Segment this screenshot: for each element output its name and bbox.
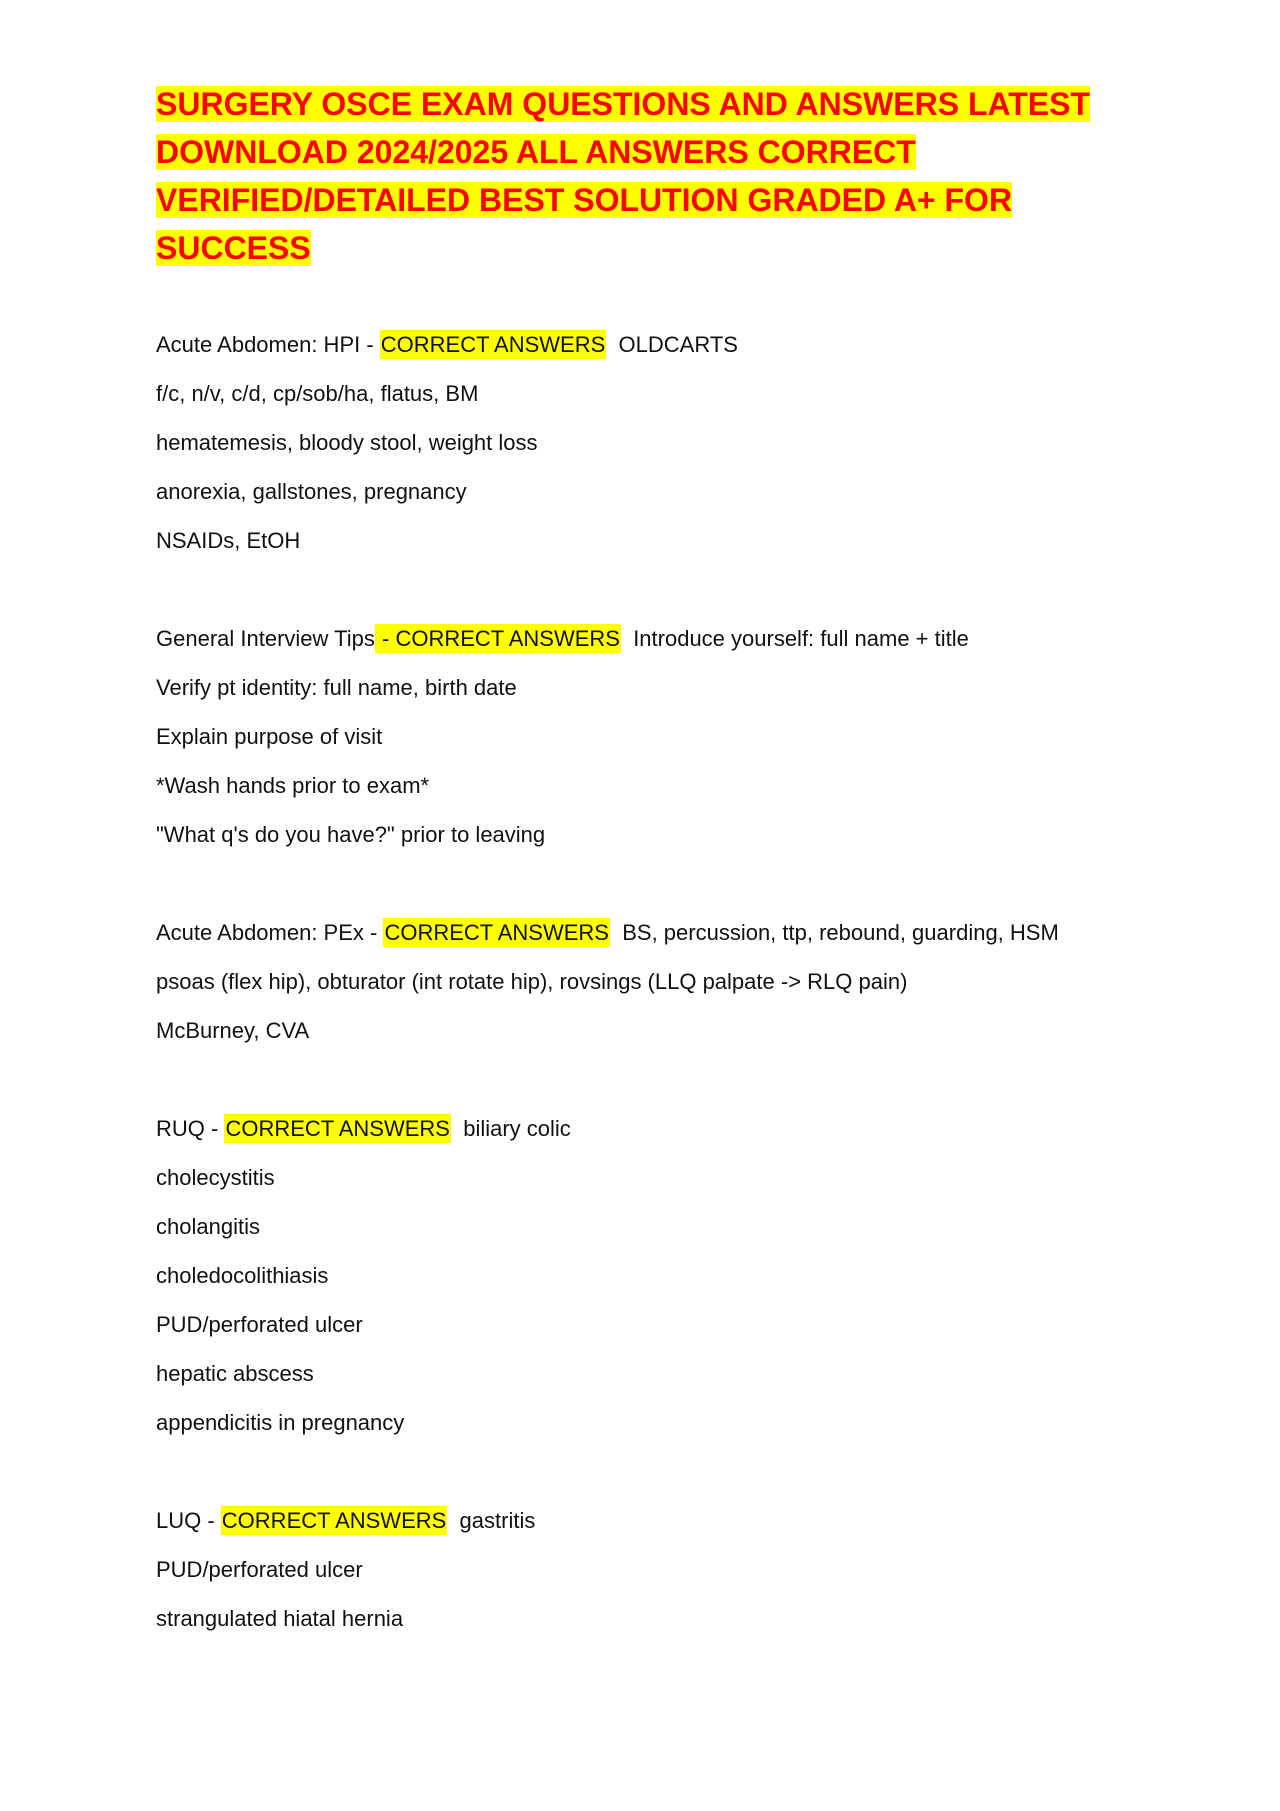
answer-text: biliary colic [463, 1116, 571, 1141]
answer-text: BS, percussion, ttp, rebound, guarding, HSM [622, 920, 1059, 945]
answer-separator: - [375, 626, 396, 651]
question-text: LUQ - [156, 1508, 221, 1533]
document-content [156, 80, 1096, 1643]
answer-marker: CORRECT ANSWERS [225, 1116, 450, 1141]
answer-line: "What q's do you have?" prior to leaving [156, 822, 546, 847]
answer-line: cholangitis [156, 1214, 260, 1239]
answer-line: Explain purpose of visit [156, 724, 383, 749]
question-text: RUQ - [156, 1116, 225, 1141]
answer-marker: CORRECT ANSWERS [380, 332, 606, 357]
answer-line: f/c, n/v, c/d, cp/sob/ha, flatus, BM [156, 381, 479, 406]
answer-text: Introduce yourself: full name + title [633, 626, 969, 651]
question-text: General Interview Tips [156, 626, 375, 651]
answer-line: cholecystitis [156, 1165, 275, 1190]
qa-entry [156, 614, 1096, 859]
answer-line: hematemesis, bloody stool, weight loss [156, 430, 538, 455]
answer-line: NSAIDs, EtOH [156, 528, 301, 553]
answer-line: PUD/perforated ulcer [156, 1312, 363, 1337]
answer-line: McBurney, CVA [156, 1018, 310, 1043]
qa-question-line [156, 1104, 1096, 1153]
answer-line: psoas (flex hip), obturator (int rotate hip), rovsings (LLQ palpate -> RLQ pain) [156, 969, 908, 994]
answer-line: strangulated hiatal hernia [156, 1606, 404, 1631]
answer-line: Verify pt identity: full name, birth date [156, 675, 517, 700]
document-title [156, 80, 1096, 272]
qa-question-line [156, 908, 1096, 957]
question-text: Acute Abdomen: HPI - [156, 332, 380, 357]
qa-entry [156, 908, 1096, 1055]
document-title-text: SURGERY OSCE EXAM QUESTIONS AND ANSWERS LATEST DOWNLOAD 2024/2025 ALL ANSWERS CORRECT VERIFIED/DETAILED BEST SOLUTION GRADED A+ FOR SUCCESS [156, 86, 1091, 266]
answer-line: appendicitis in pregnancy [156, 1410, 405, 1435]
answer-line: anorexia, gallstones, pregnancy [156, 479, 467, 504]
qa-question-line [156, 614, 1096, 663]
qa-entry [156, 320, 1096, 565]
answer-marker-prefix [375, 624, 621, 653]
qa-entry [156, 1104, 1096, 1447]
question-text: Acute Abdomen: PEx - [156, 920, 384, 945]
qa-entry [156, 1496, 1096, 1643]
answer-text: OLDCARTS [618, 332, 738, 357]
qa-question-line [156, 1496, 1096, 1545]
answer-marker: CORRECT ANSWERS [395, 626, 620, 651]
answer-line: hepatic abscess [156, 1361, 314, 1386]
answer-line: choledocolithiasis [156, 1263, 329, 1288]
answer-line: PUD/perforated ulcer [156, 1557, 363, 1582]
qa-question-line [156, 320, 1096, 369]
answer-line: *Wash hands prior to exam* [156, 773, 430, 798]
answer-text: gastritis [459, 1508, 536, 1533]
answer-marker: CORRECT ANSWERS [221, 1508, 447, 1533]
answer-marker: CORRECT ANSWERS [384, 920, 609, 945]
